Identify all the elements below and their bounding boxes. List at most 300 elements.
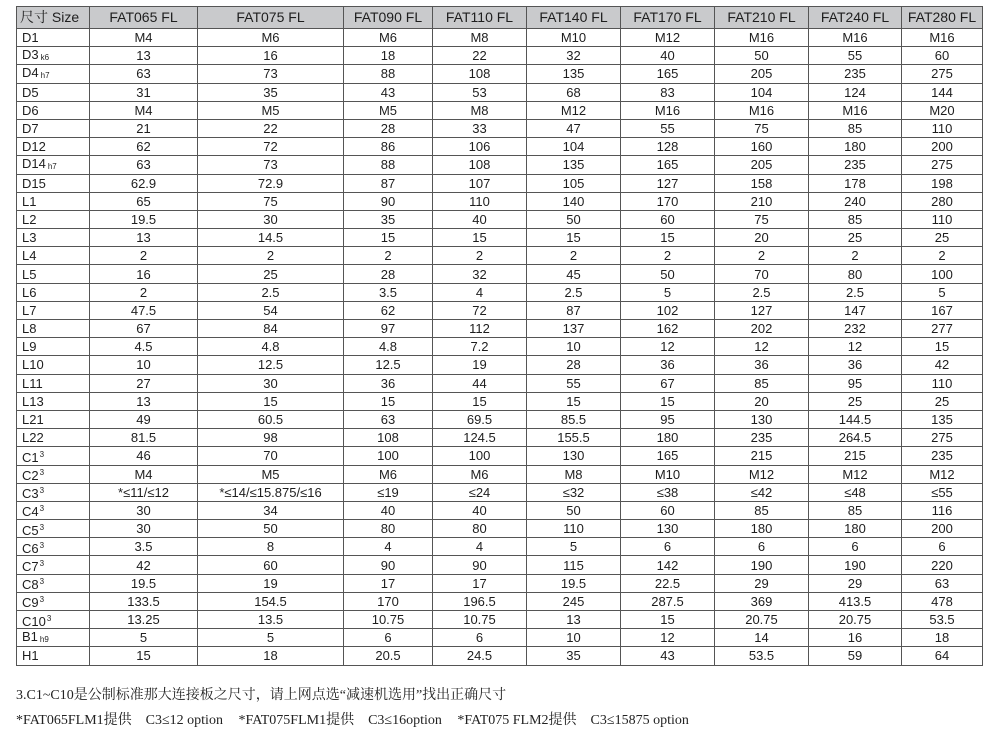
table-row: [17, 138, 983, 156]
table-cell: 60: [621, 210, 715, 228]
table-cell: 2.5: [198, 283, 344, 301]
footnote-mark: 3: [39, 468, 45, 478]
table-cell: 127: [621, 174, 715, 192]
dimension-name: C1: [22, 449, 39, 465]
table-row: [17, 592, 983, 610]
dimension-label: [17, 538, 90, 556]
footnote-mark: 3: [39, 577, 45, 587]
table-cell: M8: [433, 29, 527, 47]
table-cell: 31: [90, 83, 198, 101]
dimension-label: [17, 647, 90, 665]
table-cell: 20: [715, 392, 809, 410]
table-cell: M16: [902, 29, 983, 47]
table-cell: 5: [527, 538, 621, 556]
dimension-label: [17, 465, 90, 483]
table-cell: 34: [198, 501, 344, 519]
table-cell: 280: [902, 192, 983, 210]
table-cell: 102: [621, 301, 715, 319]
table-cell: M6: [198, 29, 344, 47]
table-cell: 15: [433, 229, 527, 247]
table-row: [17, 283, 983, 301]
table-cell: 8: [198, 538, 344, 556]
table-cell: 245: [527, 592, 621, 610]
tolerance-tag: h7: [47, 161, 57, 171]
table-cell: 165: [621, 156, 715, 174]
table-cell: 44: [433, 374, 527, 392]
dimension-name: L13: [22, 393, 44, 409]
dimension-name: D7: [22, 121, 39, 137]
dimension-label: [17, 301, 90, 319]
table-cell: ≤19: [344, 483, 433, 501]
dimension-name: L8: [22, 321, 37, 337]
table-cell: 2: [621, 247, 715, 265]
model-column-header: FAT090 FL: [344, 7, 433, 29]
table-cell: 25: [809, 392, 902, 410]
table-cell: 6: [809, 538, 902, 556]
table-cell: 235: [902, 447, 983, 465]
table-cell: M6: [344, 465, 433, 483]
table-cell: 22: [198, 119, 344, 137]
dimension-label: [17, 210, 90, 228]
option-note-fat065-flm1: *FAT065FLM1提供 C3≤12 option: [16, 713, 223, 728]
table-cell: 104: [715, 83, 809, 101]
table-body: [17, 29, 983, 666]
table-cell: 25: [198, 265, 344, 283]
table-row: [17, 556, 983, 574]
table-cell: M8: [527, 465, 621, 483]
table-cell: 15: [902, 338, 983, 356]
table-cell: 19.5: [90, 574, 198, 592]
table-cell: 108: [433, 65, 527, 83]
table-cell: 6: [621, 538, 715, 556]
table-cell: 275: [902, 65, 983, 83]
table-cell: 30: [90, 520, 198, 538]
tolerance-tag: k6: [40, 52, 50, 62]
model-column-header: FAT210 FL: [715, 7, 809, 29]
table-row: [17, 29, 983, 47]
dimension-label: [17, 119, 90, 137]
table-cell: M12: [715, 465, 809, 483]
table-cell: 10: [527, 629, 621, 647]
table-cell: 10.75: [433, 611, 527, 629]
table-cell: 30: [198, 374, 344, 392]
table-cell: M12: [527, 101, 621, 119]
table-cell: 67: [621, 374, 715, 392]
dimension-name: L7: [22, 302, 37, 318]
table-cell: 46: [90, 447, 198, 465]
footnote-options: [16, 709, 701, 729]
table-cell: 3.5: [344, 283, 433, 301]
table-row: [17, 47, 983, 65]
footnote-mark: 3: [39, 559, 45, 569]
table-row: [17, 374, 983, 392]
table-row: [17, 192, 983, 210]
table-cell: 178: [809, 174, 902, 192]
table-cell: 127: [715, 301, 809, 319]
table-cell: 2.5: [715, 283, 809, 301]
table-cell: 104: [527, 138, 621, 156]
table-cell: 16: [198, 47, 344, 65]
table-row: [17, 629, 983, 647]
table-cell: 83: [621, 83, 715, 101]
table-cell: 4: [433, 538, 527, 556]
table-cell: 62.9: [90, 174, 198, 192]
dimension-label: [17, 29, 90, 47]
table-cell: 144.5: [809, 410, 902, 428]
table-cell: 155.5: [527, 429, 621, 447]
table-cell: 18: [198, 647, 344, 665]
table-cell: 25: [902, 229, 983, 247]
dimension-name: L3: [22, 230, 37, 246]
table-cell: 20: [715, 229, 809, 247]
table-cell: 154.5: [198, 592, 344, 610]
table-cell: 235: [809, 156, 902, 174]
table-row: [17, 229, 983, 247]
table-cell: 135: [902, 410, 983, 428]
option-note-fat075-flm2: *FAT075 FLM2提供 C3≤15875 option: [457, 713, 689, 728]
table-cell: 124: [809, 83, 902, 101]
table-cell: 264.5: [809, 429, 902, 447]
table-cell: 10.75: [344, 611, 433, 629]
table-cell: 17: [433, 574, 527, 592]
dimension-name: L1: [22, 193, 37, 209]
table-cell: 13: [90, 229, 198, 247]
dimension-name: C5: [22, 522, 39, 538]
table-cell: 63: [902, 574, 983, 592]
table-cell: 108: [433, 156, 527, 174]
table-row: [17, 392, 983, 410]
table-cell: 36: [621, 356, 715, 374]
table-row: [17, 501, 983, 519]
table-row: [17, 65, 983, 83]
dimension-label: [17, 483, 90, 501]
dimension-name: L9: [22, 339, 37, 355]
dimension-label: [17, 356, 90, 374]
table-cell: *≤14/≤15.875/≤16: [198, 483, 344, 501]
table-cell: 12: [621, 629, 715, 647]
table-cell: 35: [198, 83, 344, 101]
table-cell: M5: [344, 101, 433, 119]
table-cell: 5: [198, 629, 344, 647]
table-cell: 180: [809, 520, 902, 538]
table-cell: 86: [344, 138, 433, 156]
dimension-name: B1: [22, 628, 38, 644]
dimension-name: D6: [22, 102, 39, 118]
table-cell: 47: [527, 119, 621, 137]
table-cell: 13: [90, 392, 198, 410]
table-cell: 170: [344, 592, 433, 610]
table-cell: M10: [527, 29, 621, 47]
table-cell: 205: [715, 156, 809, 174]
table-cell: 4: [344, 538, 433, 556]
table-cell: 128: [621, 138, 715, 156]
dimension-name: L21: [22, 412, 44, 428]
table-cell: M16: [809, 29, 902, 47]
table-cell: 84: [198, 320, 344, 338]
table-cell: 5: [90, 629, 198, 647]
dimension-label: [17, 320, 90, 338]
table-row: [17, 647, 983, 665]
dimension-name: L10: [22, 357, 44, 373]
dimension-name: D5: [22, 84, 39, 100]
table-cell: 13: [527, 611, 621, 629]
table-cell: 24.5: [433, 647, 527, 665]
table-cell: 21: [90, 119, 198, 137]
table-cell: 196.5: [433, 592, 527, 610]
table-cell: 59: [809, 647, 902, 665]
table-cell: 160: [715, 138, 809, 156]
dimension-label: [17, 574, 90, 592]
table-cell: ≤55: [902, 483, 983, 501]
table-cell: 124.5: [433, 429, 527, 447]
table-cell: 43: [344, 83, 433, 101]
dimension-label: [17, 83, 90, 101]
model-column-header: FAT110 FL: [433, 7, 527, 29]
table-cell: M4: [90, 101, 198, 119]
table-cell: 100: [902, 265, 983, 283]
table-cell: 69.5: [433, 410, 527, 428]
table-cell: 478: [902, 592, 983, 610]
table-cell: 7.2: [433, 338, 527, 356]
table-cell: 2.5: [809, 283, 902, 301]
table-cell: 133.5: [90, 592, 198, 610]
header-row: [17, 7, 983, 29]
table-cell: 27: [90, 374, 198, 392]
table-cell: 200: [902, 520, 983, 538]
dimension-label: [17, 501, 90, 519]
table-cell: 15: [621, 392, 715, 410]
dimension-name: D12: [22, 139, 46, 155]
table-cell: 75: [198, 192, 344, 210]
table-cell: 108: [344, 429, 433, 447]
table-cell: 13.5: [198, 611, 344, 629]
dimension-name: D14: [22, 155, 46, 171]
table-header: [17, 7, 983, 29]
table-cell: 42: [902, 356, 983, 374]
table-cell: 142: [621, 556, 715, 574]
table-cell: 29: [809, 574, 902, 592]
dimension-name: C10: [22, 613, 46, 629]
table-cell: 87: [344, 174, 433, 192]
dimension-name: D15: [22, 175, 46, 191]
table-cell: 200: [902, 138, 983, 156]
table-cell: M4: [90, 465, 198, 483]
dimension-name: C2: [22, 468, 39, 484]
footnote-mark: 3: [46, 613, 52, 623]
table-cell: M6: [433, 465, 527, 483]
table-cell: 144: [902, 83, 983, 101]
table-cell: 22: [433, 47, 527, 65]
dimension-name: H1: [22, 648, 39, 664]
table-cell: 20.75: [809, 611, 902, 629]
table-cell: M16: [621, 101, 715, 119]
table-cell: ≤32: [527, 483, 621, 501]
dimension-name: L22: [22, 430, 44, 446]
table-cell: 15: [621, 611, 715, 629]
table-cell: 90: [344, 556, 433, 574]
table-cell: 60: [902, 47, 983, 65]
table-cell: 53.5: [902, 611, 983, 629]
dimension-name: C9: [22, 595, 39, 611]
table-cell: 97: [344, 320, 433, 338]
table-cell: 72: [433, 301, 527, 319]
dimension-label: [17, 611, 90, 629]
table-cell: 2: [90, 283, 198, 301]
table-cell: M8: [433, 101, 527, 119]
table-cell: 215: [809, 447, 902, 465]
table-cell: 22.5: [621, 574, 715, 592]
table-cell: ≤24: [433, 483, 527, 501]
table-cell: 35: [527, 647, 621, 665]
table-cell: 12: [809, 338, 902, 356]
table-cell: 19.5: [527, 574, 621, 592]
table-cell: 275: [902, 156, 983, 174]
dimension-label: [17, 592, 90, 610]
table-cell: 63: [344, 410, 433, 428]
table-cell: 15: [198, 392, 344, 410]
table-cell: 88: [344, 65, 433, 83]
table-cell: 19: [433, 356, 527, 374]
table-cell: 60: [198, 556, 344, 574]
table-cell: 4.8: [344, 338, 433, 356]
table-cell: 205: [715, 65, 809, 83]
table-cell: 4.8: [198, 338, 344, 356]
table-cell: M12: [621, 29, 715, 47]
table-cell: 85.5: [527, 410, 621, 428]
table-cell: 73: [198, 156, 344, 174]
dimension-label: [17, 229, 90, 247]
dimension-label: [17, 447, 90, 465]
table-cell: 72.9: [198, 174, 344, 192]
dimension-name: L11: [22, 375, 43, 391]
table-cell: 50: [621, 265, 715, 283]
table-cell: 60.5: [198, 410, 344, 428]
table-cell: 10: [90, 356, 198, 374]
table-cell: 210: [715, 192, 809, 210]
table-cell: 33: [433, 119, 527, 137]
table-cell: M12: [809, 465, 902, 483]
dimension-name: D3: [22, 46, 39, 62]
table-cell: 5: [621, 283, 715, 301]
dimension-label: [17, 429, 90, 447]
option-note-fat075-flm1: *FAT075FLM1提供 C3≤16option: [238, 713, 442, 728]
table-cell: 100: [344, 447, 433, 465]
dimension-label: [17, 192, 90, 210]
table-cell: 2: [809, 247, 902, 265]
dimension-name: L5: [22, 266, 37, 282]
table-cell: 85: [809, 210, 902, 228]
table-cell: 158: [715, 174, 809, 192]
table-cell: 65: [90, 192, 198, 210]
table-row: [17, 465, 983, 483]
table-cell: 36: [344, 374, 433, 392]
table-cell: 90: [344, 192, 433, 210]
table-cell: 130: [621, 520, 715, 538]
table-cell: 54: [198, 301, 344, 319]
table-row: [17, 538, 983, 556]
dimension-name: C3: [22, 486, 39, 502]
model-column-header: FAT065 FL: [90, 7, 198, 29]
table-row: [17, 574, 983, 592]
table-cell: 107: [433, 174, 527, 192]
footnote-mark: 3: [39, 540, 45, 550]
table-cell: ≤42: [715, 483, 809, 501]
dimension-label: [17, 520, 90, 538]
dimension-name: C6: [22, 540, 39, 556]
model-column-header: FAT075 FL: [198, 7, 344, 29]
dimension-label: [17, 247, 90, 265]
dimension-label: [17, 629, 90, 647]
table-cell: 35: [344, 210, 433, 228]
footnote-mark: 3: [39, 449, 45, 459]
table-cell: 170: [621, 192, 715, 210]
table-cell: 50: [527, 210, 621, 228]
table-cell: 60: [621, 501, 715, 519]
table-cell: 235: [715, 429, 809, 447]
dimension-name: C8: [22, 577, 39, 593]
table-cell: 28: [344, 265, 433, 283]
table-cell: 190: [809, 556, 902, 574]
dimension-name: C4: [22, 504, 39, 520]
table-cell: 81.5: [90, 429, 198, 447]
table-cell: 85: [715, 501, 809, 519]
dimension-label: [17, 65, 90, 83]
table-cell: 30: [90, 501, 198, 519]
table-cell: 100: [433, 447, 527, 465]
table-cell: 116: [902, 501, 983, 519]
table-cell: M6: [344, 29, 433, 47]
table-cell: 42: [90, 556, 198, 574]
table-row: [17, 156, 983, 174]
table-cell: 55: [809, 47, 902, 65]
table-cell: 180: [621, 429, 715, 447]
table-cell: 98: [198, 429, 344, 447]
table-cell: 19.5: [90, 210, 198, 228]
table-cell: 18: [344, 47, 433, 65]
table-cell: 2: [433, 247, 527, 265]
dimension-name: D4: [22, 64, 39, 80]
table-cell: 12: [715, 338, 809, 356]
table-row: [17, 320, 983, 338]
table-cell: 40: [433, 501, 527, 519]
table-cell: 75: [715, 119, 809, 137]
dimension-label: [17, 174, 90, 192]
table-cell: 12.5: [198, 356, 344, 374]
table-cell: 50: [198, 520, 344, 538]
table-cell: 15: [527, 392, 621, 410]
table-cell: 6: [715, 538, 809, 556]
table-cell: 80: [433, 520, 527, 538]
table-cell: 106: [433, 138, 527, 156]
table-row: [17, 210, 983, 228]
table-cell: 47.5: [90, 301, 198, 319]
dimension-label: [17, 338, 90, 356]
table-cell: 140: [527, 192, 621, 210]
table-cell: 85: [809, 501, 902, 519]
table-cell: M16: [715, 101, 809, 119]
table-row: [17, 483, 983, 501]
table-cell: 202: [715, 320, 809, 338]
table-cell: 25: [809, 229, 902, 247]
table-cell: 62: [344, 301, 433, 319]
table-cell: 45: [527, 265, 621, 283]
table-row: [17, 338, 983, 356]
table-cell: 72: [198, 138, 344, 156]
dimension-name: D1: [22, 30, 39, 46]
dimension-label: [17, 392, 90, 410]
table-cell: 63: [90, 156, 198, 174]
table-cell: 198: [902, 174, 983, 192]
